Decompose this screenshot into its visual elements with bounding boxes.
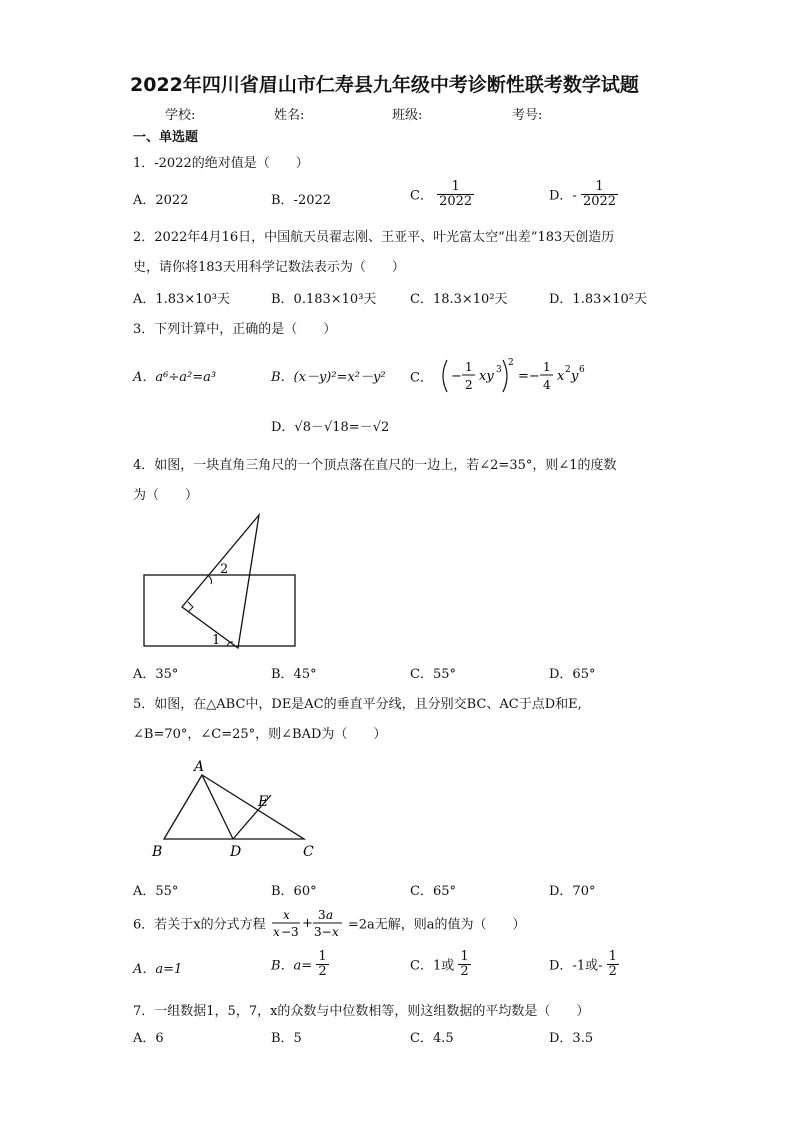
svg-text:3−: 3− — [313, 925, 332, 939]
label-e: E — [258, 794, 269, 810]
q1-option-c: C． $\frac{1}{2022}$ — [410, 179, 473, 209]
name-label: 姓名: — [274, 108, 305, 123]
q2-option-c: C．18.3×10²天 — [410, 292, 508, 307]
q3-option-c: C． − 1 2 xy 3 2 =− 1 4 x 2 y 6 — [410, 356, 597, 396]
q3-option-a: A．a⁶÷a²=a³ — [133, 370, 217, 385]
svg-text:x: x — [282, 908, 290, 922]
q6-option-c: C．1或 $\frac{1}{2}$ — [410, 949, 469, 979]
q3-option-b: B．(x－y)²=x²－y² — [271, 370, 386, 385]
svg-text:3: 3 — [496, 365, 502, 375]
angle1-label: 1 — [212, 633, 221, 648]
label-d: D — [230, 844, 242, 860]
triangle-abc — [164, 775, 304, 839]
q6-option-a: A．a=1 — [133, 962, 183, 977]
q6-option-b: B．a= $\frac{1}{2}$ — [271, 949, 327, 979]
q6-option-d: D．-1或- $\frac{1}{2}$ — [549, 949, 617, 979]
q1-option-d: D．- $\frac{1}{2022}$ — [549, 179, 617, 209]
q1-stem: 1．-2022的绝对值是（ ） — [133, 156, 309, 171]
q4-figure — [135, 508, 305, 653]
svg-text:y: y — [571, 369, 579, 384]
right-angle-mark — [188, 602, 193, 612]
svg-text:a: a — [325, 908, 333, 922]
q7-option-c: C．4.5 — [410, 1031, 454, 1046]
class-label: 班级: — [392, 108, 423, 123]
q3-option-c-expression — [437, 356, 597, 396]
q5-stem-line1: 5．如图，在△ABC中，DE是AC的垂直平分线，且分别交BC、AC于点D和E, — [133, 697, 582, 712]
q5-option-a: A．55° — [133, 884, 179, 899]
school-label: 学校: — [165, 108, 196, 123]
svg-text:2: 2 — [508, 358, 514, 368]
svg-text:+: + — [301, 916, 313, 931]
q5-figure — [150, 755, 330, 863]
q1-option-a: A．2022 — [133, 193, 189, 208]
svg-text:3: 3 — [317, 908, 326, 922]
q3-option-d: D．√8－√18=－√2 — [271, 420, 390, 435]
section-heading: 一、单选题 — [133, 130, 199, 145]
svg-text:x: x — [331, 925, 339, 939]
q7-stem: 7．一组数据1，5，7，x的众数与中位数相等，则这组数据的平均数是（ ） — [133, 1004, 590, 1019]
svg-text:x: x — [272, 925, 280, 939]
q6-stem: 6．若关于x的分式方程 x x −3 + 3 a 3− x =2a无解，则a的值为（ ） — [133, 908, 526, 939]
q5-option-d: D．70° — [549, 884, 596, 899]
q7-option-a: A．6 — [133, 1031, 164, 1046]
svg-text:6: 6 — [579, 365, 585, 375]
q2-stem-line1: 2．2022年4月16日，中国航天员翟志刚、王亚平、叶光富太空“出差”183天创造历 — [133, 230, 615, 245]
q3-stem: 3．下列计算中，正确的是（ ） — [133, 322, 337, 337]
q2-option-d: D．1.83×10²天 — [549, 292, 648, 307]
page-title: 2022年四川省眉山市仁寿县九年级中考诊断性联考数学试题 — [130, 74, 639, 96]
q5-option-c: C．65° — [410, 884, 456, 899]
svg-text:xy: xy — [479, 369, 494, 384]
svg-text:=−: =− — [518, 369, 540, 384]
angle2-arc — [208, 575, 212, 584]
q5-stem-line2: ∠B=70°，∠C=25°，则∠BAD为（ ） — [133, 727, 387, 742]
set-square — [182, 515, 259, 648]
q5-option-b: B．60° — [271, 884, 317, 899]
svg-text:2: 2 — [565, 365, 571, 375]
svg-text:−3: −3 — [280, 925, 299, 939]
q1-option-b: B．-2022 — [271, 193, 332, 208]
q4-stem-line2: 为（ ） — [133, 488, 199, 503]
angle2-label: 2 — [220, 562, 229, 577]
label-b: B — [152, 844, 163, 860]
label-c: C — [303, 844, 314, 860]
q4-option-c: C．55° — [410, 667, 456, 682]
number-label: 考号: — [512, 108, 543, 123]
svg-text:1: 1 — [543, 360, 551, 374]
q2-stem-line2: 史，请你将183天用科学记数法表示为（ ） — [133, 260, 405, 275]
q4-option-a: A．35° — [133, 667, 179, 682]
q2-option-b: B．0.183×10³天 — [271, 292, 377, 307]
q4-stem-line1: 4．如图，一块直角三角尺的一个顶点落在直尺的一边上，若∠2=35°，则∠1的度数 — [133, 458, 617, 473]
svg-text:1: 1 — [465, 360, 473, 374]
q4-option-d: D．65° — [549, 667, 596, 682]
svg-text:−: − — [451, 369, 462, 384]
svg-text:2: 2 — [465, 378, 473, 392]
svg-text:x: x — [557, 369, 565, 384]
q7-option-d: D．3.5 — [549, 1031, 594, 1046]
svg-text:4: 4 — [543, 378, 551, 392]
label-a: A — [194, 759, 205, 775]
q2-option-a: A．1.83×10³天 — [133, 292, 230, 307]
q7-option-b: B．5 — [271, 1031, 302, 1046]
q4-option-b: B．45° — [271, 667, 317, 682]
q6-equation-fractions — [270, 906, 344, 940]
